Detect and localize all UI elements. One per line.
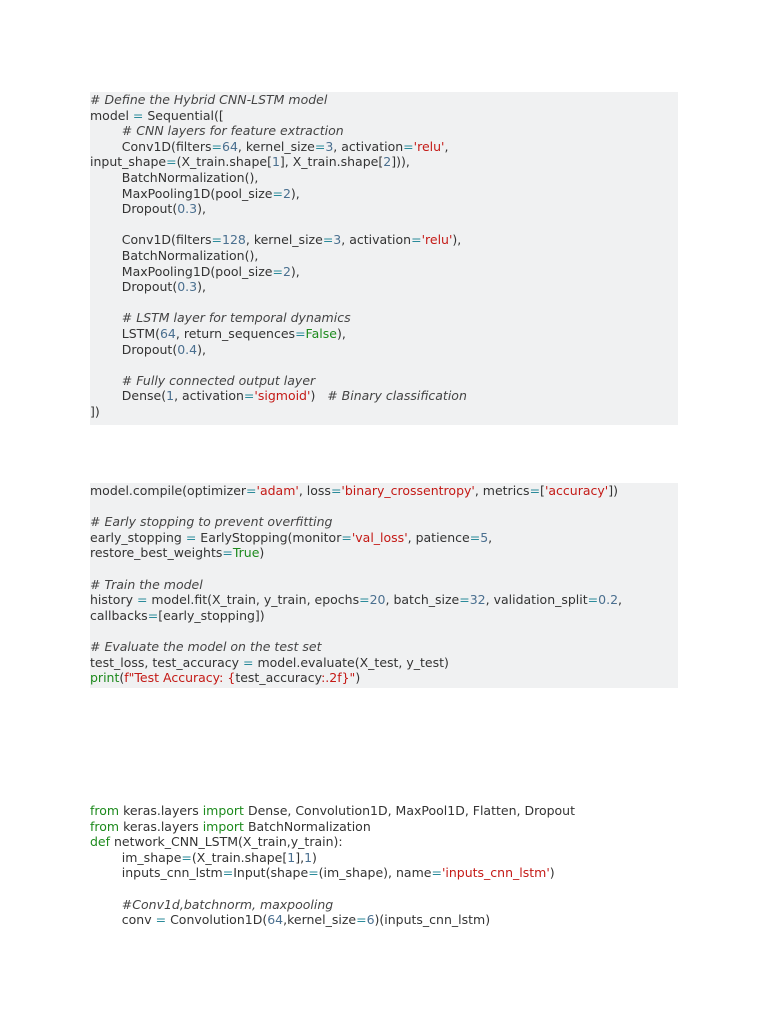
code-line: [90, 865, 678, 881]
code-token-keyword: True: [232, 545, 260, 561]
code-token-text: Dropout(: [90, 201, 178, 217]
code-token-op: =: [132, 107, 144, 123]
code-token-comment: # Train the model: [90, 576, 203, 592]
code-token-text: callbacks: [90, 607, 148, 623]
code-token-text: history: [90, 592, 137, 608]
code-line: [90, 577, 678, 593]
code-token-text: keras.layers: [119, 818, 203, 834]
code-token-keyword: False: [305, 325, 337, 341]
code-token-text: test_accuracy: [235, 670, 322, 686]
code-token-keyword: import: [202, 803, 244, 818]
code-token-op: =: [403, 138, 414, 154]
code-token-text: Dense, Convolution1D, MaxPool1D, Flatten, Dropout: [243, 803, 575, 818]
code-token-op: =: [243, 388, 255, 404]
code-token-text: Dense(: [90, 388, 167, 404]
code-token-number: 1: [166, 388, 175, 404]
code-line: [90, 342, 678, 358]
code-line: [90, 186, 678, 202]
code-line: [90, 279, 678, 295]
code-line: [90, 623, 678, 639]
code-token-text: , validation_split: [485, 592, 588, 608]
code-token-text: LSTM(: [90, 325, 160, 341]
code-token-number: 1: [304, 849, 313, 865]
code-token-number: 3: [333, 232, 342, 248]
code-token-number: 2: [282, 263, 291, 279]
code-token-text: , activation: [333, 138, 404, 154]
code-token-text: ),: [290, 263, 300, 279]
code-token-text: EarlyStopping(monitor: [196, 529, 342, 545]
code-token-op: =: [322, 232, 334, 248]
code-token-text: ])),: [391, 154, 410, 170]
code-token-number: 0.3: [177, 201, 198, 217]
code-token-text: Dropout(: [90, 341, 178, 357]
code-token-number: 5: [480, 529, 489, 545]
code-line: [90, 483, 678, 499]
code-token-comment: #Conv1d,batchnorm, maxpooling: [121, 896, 334, 912]
code-token-op: =: [211, 232, 223, 248]
code-token-text: ]): [608, 483, 618, 498]
code-token-keyword: print: [90, 670, 120, 686]
code-line: [90, 326, 678, 342]
code-token-text: Sequential([: [143, 107, 224, 123]
code-token-op: =: [359, 592, 370, 608]
code-token-string: f"Test Accuracy: {: [124, 670, 236, 686]
code-token-text: keras.layers: [119, 803, 203, 818]
code-token-string: 'inputs_cnn_lstm': [441, 865, 550, 881]
code-token-text: [90, 373, 122, 388]
code-token-text: input_shape: [90, 154, 167, 170]
code-block-network-function: [90, 803, 678, 933]
code-token-number: 64: [159, 325, 176, 341]
code-line: [90, 123, 678, 139]
code-token-number: 6: [366, 912, 375, 928]
code-token-string: 'relu': [413, 138, 445, 154]
code-token-text: (im_shape), name: [318, 865, 432, 881]
code-token-op: =: [185, 529, 197, 545]
code-token-op: =: [529, 483, 541, 498]
code-line: [90, 357, 678, 373]
code-token-op: =: [330, 483, 342, 498]
code-line: [90, 108, 678, 124]
code-token-text: inputs_cnn_lstm: [90, 865, 223, 881]
code-token-comment: # Evaluate the model on the test set: [90, 638, 322, 654]
code-token-keyword: from: [90, 818, 120, 834]
code-line: [90, 514, 678, 530]
code-token-text: model.evaluate(X_test, y_test): [253, 654, 449, 670]
code-token-text: test_loss, test_accuracy: [90, 654, 243, 670]
code-token-text: BatchNormalization(),: [90, 247, 259, 263]
code-token-string: 'sigmoid': [254, 388, 311, 404]
code-token-text: ], X_train.shape[: [279, 154, 384, 170]
code-token-comment: # CNN layers for feature extraction: [121, 123, 344, 139]
code-line: [90, 499, 678, 515]
code-token-text: network_CNN_LSTM(X_train,y_train):: [110, 834, 343, 850]
code-token-text: im_shape: [90, 849, 182, 865]
code-token-text: ,: [618, 592, 623, 608]
code-line: [90, 608, 678, 624]
code-line: [90, 670, 678, 686]
code-token-keyword: from: [90, 803, 120, 818]
code-line: [90, 819, 678, 835]
code-token-text: ),: [336, 325, 346, 341]
code-token-op: =: [147, 607, 159, 623]
code-token-comment: # Define the Hybrid CNN-LSTM model: [90, 92, 328, 107]
code-token-op: =: [459, 592, 470, 608]
code-line: [90, 639, 678, 655]
code-block-model-definition: [90, 92, 678, 425]
code-line: [90, 295, 678, 311]
code-token-text: BatchNormalization: [243, 818, 371, 834]
code-token-op: =: [314, 138, 326, 154]
code-token-text: ),: [452, 232, 462, 248]
code-line: [90, 897, 678, 913]
code-line: [90, 154, 678, 170]
code-token-comment: # Binary classification: [327, 388, 467, 404]
code-line: [90, 834, 678, 850]
code-token-text: MaxPooling1D(pool_size: [90, 263, 273, 279]
code-token-text: [90, 897, 122, 912]
code-token-number: 2: [282, 185, 291, 201]
code-token-op: =: [308, 865, 319, 881]
code-line: [90, 92, 678, 108]
code-token-op: =: [356, 912, 367, 928]
code-token-text: BatchNormalization(),: [90, 169, 259, 185]
code-token-op: =: [246, 483, 257, 498]
code-token-number: 128: [222, 232, 246, 248]
code-line: [90, 264, 678, 280]
code-line: [90, 310, 678, 326]
code-token-number: 20: [369, 592, 386, 608]
code-token-comment: # Early stopping to prevent overfitting: [90, 514, 333, 530]
code-token-text: ): [549, 865, 555, 881]
code-token-op: =: [155, 912, 167, 928]
code-token-op: =: [295, 325, 306, 341]
code-token-text: , metrics: [474, 483, 530, 498]
code-token-string: 'accuracy': [544, 483, 609, 498]
code-token-text: ): [259, 545, 265, 561]
code-token-text: ): [355, 670, 361, 686]
code-token-op: =: [587, 592, 599, 608]
code-token-number: 64: [222, 138, 238, 154]
code-token-number: 32: [469, 592, 486, 608]
code-token-text: , kernel_size: [237, 138, 315, 154]
code-line: [90, 592, 678, 608]
code-line: [90, 248, 678, 264]
code-token-text: model.compile(optimizer: [90, 483, 247, 498]
code-token-text: Conv1D(filters: [90, 232, 212, 248]
code-token-op: =: [242, 654, 254, 670]
code-token-op: =: [272, 263, 283, 279]
code-line: [90, 388, 678, 404]
code-token-text: [: [540, 483, 545, 498]
code-token-text: ),: [290, 185, 300, 201]
code-token-text: conv: [90, 912, 156, 928]
code-token-text: (X_train.shape[: [191, 849, 288, 865]
code-token-string: 'val_loss': [351, 529, 408, 545]
code-token-text: Convolution1D(: [166, 912, 268, 928]
code-token-text: restore_best_weights: [90, 545, 223, 561]
code-token-keyword: def: [90, 834, 111, 850]
code-token-text: Input(shape: [233, 865, 309, 881]
code-line: [90, 655, 678, 671]
code-token-number: 0.4: [177, 341, 198, 357]
code-token-text: [90, 310, 122, 325]
code-token-text: ]): [90, 403, 100, 419]
code-token-number: 2: [383, 154, 392, 170]
code-token-comment: # LSTM layer for temporal dynamics: [121, 310, 351, 326]
code-token-op: =: [211, 138, 223, 154]
code-token-text: MaxPooling1D(pool_size: [90, 185, 273, 201]
code-line: [90, 217, 678, 233]
code-token-number: 0.3: [177, 279, 198, 295]
code-token-op: =: [411, 232, 422, 248]
code-token-text: ,: [444, 138, 449, 154]
code-token-text: , batch_size: [385, 592, 460, 608]
code-line: [90, 912, 678, 928]
code-token-op: =: [272, 185, 283, 201]
code-line: [90, 201, 678, 217]
code-token-string: 'binary_crossentropy': [341, 483, 475, 498]
code-line: [90, 850, 678, 866]
code-token-text: (X_train.shape[: [176, 154, 272, 170]
code-token-number: 0.2: [598, 592, 619, 608]
code-line: [90, 545, 678, 561]
code-token-text: ),: [197, 341, 206, 357]
code-token-string: 'adam': [256, 483, 299, 498]
code-token-op: =: [222, 545, 233, 561]
code-token-text: (: [119, 670, 125, 686]
code-token-text: , activation: [341, 232, 412, 248]
code-token-text: model: [90, 107, 133, 123]
code-token-keyword: import: [202, 818, 244, 834]
code-token-op: =: [222, 865, 234, 881]
code-token-text: ,kernel_size: [283, 912, 357, 928]
code-token-number: 3: [325, 138, 334, 154]
code-token-text: ): [310, 388, 328, 404]
code-line: [90, 404, 678, 420]
code-line: [90, 139, 678, 155]
code-token-text: ,: [488, 529, 493, 545]
code-line: [90, 232, 678, 248]
code-token-string: 'relu': [421, 232, 453, 248]
code-token-text: ],: [295, 849, 305, 865]
code-token-text: [90, 123, 122, 138]
code-token-op: =: [136, 592, 148, 608]
code-token-op: =: [341, 529, 352, 545]
code-line: [90, 530, 678, 546]
code-token-number: 1: [271, 154, 280, 170]
code-token-text: )(inputs_cnn_lstm): [374, 912, 491, 928]
code-token-text: ): [312, 849, 317, 865]
code-line: [90, 561, 678, 577]
code-token-op: =: [469, 529, 481, 545]
code-token-text: [early_stopping]): [158, 607, 265, 623]
code-token-text: , activation: [174, 388, 244, 404]
code-token-number: 1: [287, 849, 296, 865]
code-token-text: early_stopping: [90, 529, 186, 545]
code-line: [90, 373, 678, 389]
code-token-text: model.fit(X_train, y_train, epochs: [147, 592, 360, 608]
code-token-text: , return_sequences: [175, 325, 296, 341]
code-token-text: Conv1D(filters: [90, 138, 212, 154]
code-token-text: Dropout(: [90, 279, 178, 295]
code-token-comment: # Fully connected output layer: [121, 372, 316, 388]
code-token-op: =: [431, 865, 442, 881]
code-token-text: , kernel_size: [245, 232, 323, 248]
code-token-text: , loss: [298, 483, 331, 498]
code-block-training: [90, 483, 678, 688]
code-token-number: 64: [267, 912, 284, 928]
code-token-text: ),: [197, 279, 206, 295]
code-token-op: =: [181, 849, 192, 865]
code-line: [90, 803, 678, 819]
code-token-text: , patience: [407, 529, 470, 545]
code-line: [90, 881, 678, 897]
code-token-text: ),: [197, 201, 206, 217]
code-token-op: =: [166, 154, 177, 170]
code-token-string: :.2f}": [321, 670, 356, 686]
code-line: [90, 170, 678, 186]
